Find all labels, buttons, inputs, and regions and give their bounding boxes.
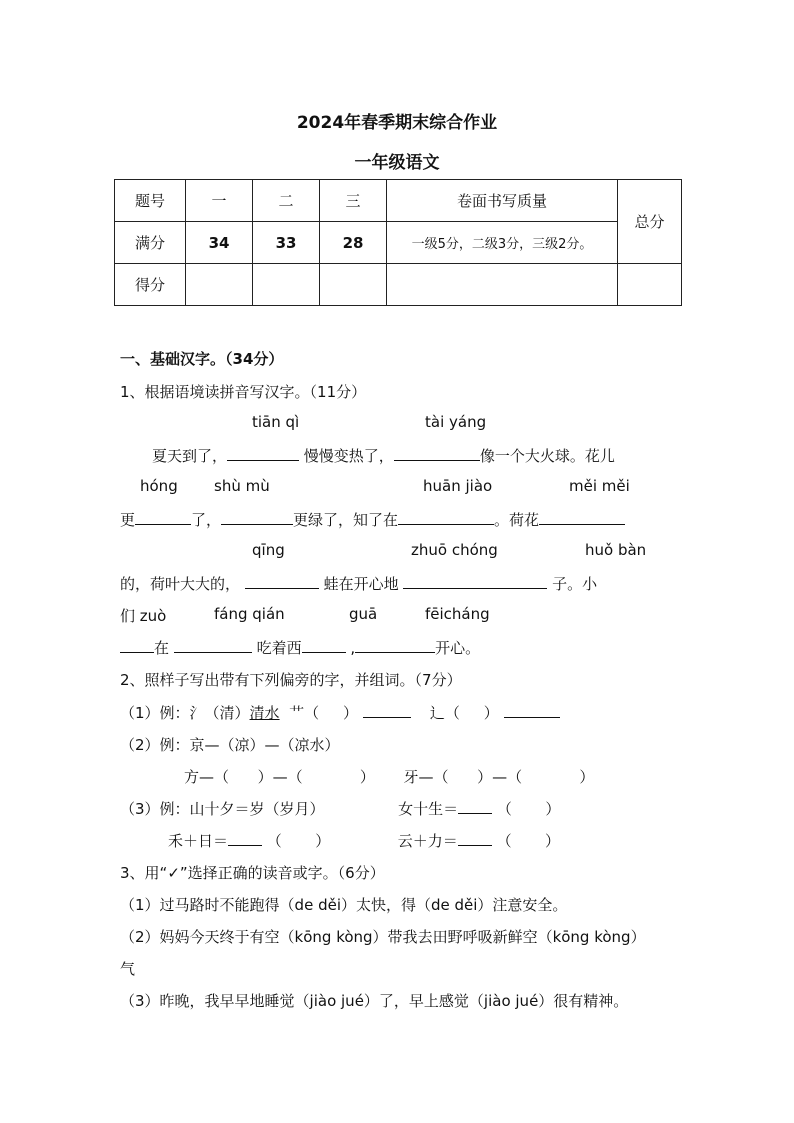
text: 的，荷叶大大的， (120, 575, 241, 593)
answer-blank[interactable] (245, 574, 319, 589)
text: 吃着西 (256, 639, 302, 657)
question-title: 3、用“✓”选择正确的读音或字。（6分） (120, 864, 385, 882)
score-input-cell[interactable] (320, 264, 387, 306)
pinyin: měi měi (569, 477, 630, 495)
table-cell-total: 总分 (618, 180, 682, 264)
text: 更 (120, 511, 136, 529)
text: 禾＋日＝ (168, 832, 229, 850)
score-input-cell[interactable] (253, 264, 320, 306)
table-cell: 满分 (115, 222, 186, 264)
pinyin: huǒ bàn (585, 541, 647, 559)
answer-blank[interactable] (221, 510, 293, 525)
pinyin: fáng qián (214, 605, 285, 623)
text: 开心。 (435, 639, 481, 657)
pinyin: tiān qì (252, 413, 300, 431)
answer-blank[interactable] (120, 638, 154, 653)
answer-blank[interactable] (458, 799, 492, 814)
table-cell: 三 (320, 180, 387, 222)
answer-blank[interactable] (228, 831, 262, 846)
text: （3）例：山十夕＝岁（岁月） (120, 800, 325, 818)
answer-blank[interactable] (355, 638, 435, 653)
text: 慢慢变热了， (303, 447, 394, 465)
question-title: 1、根据语境读拼音写汉字。（11分） (120, 383, 367, 401)
sentence-line (120, 637, 480, 658)
pinyin: zhuō chóng (411, 541, 498, 559)
text: （ (496, 832, 512, 850)
table-cell: 一级5分，二级3分，三级2分。 (387, 222, 618, 264)
sentence-line (152, 445, 615, 466)
text: 了， (191, 511, 222, 529)
pinyin: fēicháng (425, 605, 490, 623)
question-title: 2、照样子写出带有下列偏旁的字，并组词。（7分） (120, 671, 462, 689)
answer-blank[interactable] (394, 446, 480, 461)
table-row (115, 264, 682, 306)
text: 像一个大火球。花儿 (479, 447, 615, 465)
example-word: 清水 (249, 704, 280, 722)
text: 女十生＝ (398, 800, 459, 818)
text: 辶（ (429, 704, 460, 722)
answer-blank[interactable] (227, 446, 299, 461)
exercise-row (184, 766, 594, 787)
text: 艹（ (289, 704, 320, 722)
text: 云＋力＝ (397, 832, 458, 850)
answer-blank[interactable] (458, 831, 492, 846)
pinyin: guā (349, 605, 378, 623)
exercise-row: （3）昨晚，我早早地睡觉（jiào jué）了，早上感觉（jiào jué）很有精神。 (120, 992, 629, 1010)
text: ） (544, 832, 560, 850)
table-cell: 33 (253, 222, 320, 264)
answer-blank[interactable] (363, 703, 411, 718)
page-title: 2024年春季期末综合作业 (296, 113, 498, 133)
pinyin: hóng (140, 477, 178, 495)
text: 在 (154, 639, 170, 657)
pinyin: huān jiào (423, 477, 493, 495)
score-input-cell[interactable] (618, 264, 682, 306)
table-row (115, 180, 682, 222)
text: ）—（ (257, 768, 303, 786)
text: （ (266, 832, 282, 850)
text: 更绿了，知了在 (293, 511, 399, 529)
pinyin: shù mù (214, 477, 270, 495)
table-cell: 二 (253, 180, 320, 222)
exercise-row (168, 830, 560, 851)
table-cell: 34 (186, 222, 253, 264)
text: ） (315, 832, 331, 850)
table-cell: 一 (186, 180, 253, 222)
text: ）—（ (477, 768, 523, 786)
answer-blank[interactable] (403, 574, 547, 589)
answer-blank[interactable] (504, 703, 560, 718)
table-cell: 28 (320, 222, 387, 264)
table-cell: 题号 (115, 180, 186, 222)
text: 蛙在开心地 (323, 575, 399, 593)
answer-blank[interactable] (539, 510, 625, 525)
text: （1）例：氵（清） (120, 704, 250, 722)
pinyin: tài yáng (425, 413, 487, 431)
text: 子。小 (552, 575, 598, 593)
text: ） (342, 704, 358, 722)
text: ） (579, 768, 595, 786)
text: 夏天到了， (152, 447, 228, 465)
text: , (350, 639, 356, 657)
score-input-cell[interactable] (387, 264, 618, 306)
score-table (114, 179, 682, 306)
section-heading: 一、基础汉字。（34分） (120, 350, 284, 368)
pinyin: qīng (252, 541, 285, 559)
pinyin: 们 zuò (120, 607, 167, 625)
table-row (115, 222, 682, 264)
page-subtitle: 一年级语文 (354, 153, 440, 173)
text: ） (545, 800, 561, 818)
text: ） (483, 704, 499, 722)
answer-blank[interactable] (135, 510, 191, 525)
text: 。荷花 (494, 511, 540, 529)
exercise-row: （1）过马路时不能跑得（de děi）太快，得（de děi）注意安全。 (120, 896, 568, 914)
exercise-row (120, 702, 560, 723)
text: ） (359, 768, 375, 786)
answer-blank[interactable] (398, 510, 494, 525)
table-cell: 卷面书写质量 (387, 180, 618, 222)
exercise-row: （2）例：京—（凉）—（凉水） (120, 736, 340, 754)
sentence-line (120, 509, 625, 530)
answer-blank[interactable] (174, 638, 252, 653)
text: （ (496, 800, 512, 818)
text: 方—（ (184, 768, 230, 786)
score-input-cell[interactable] (186, 264, 253, 306)
exercise-row: 气 (120, 960, 136, 978)
sentence-line (120, 573, 597, 594)
answer-blank[interactable] (302, 638, 346, 653)
text: 牙—（ (403, 768, 449, 786)
exercise-row (120, 798, 560, 819)
exercise-row: （2）妈妈今天终于有空（kōng kòng）带我去田野呼吸新鲜空（kōng kòng） (120, 928, 646, 946)
table-cell: 得分 (115, 264, 186, 306)
